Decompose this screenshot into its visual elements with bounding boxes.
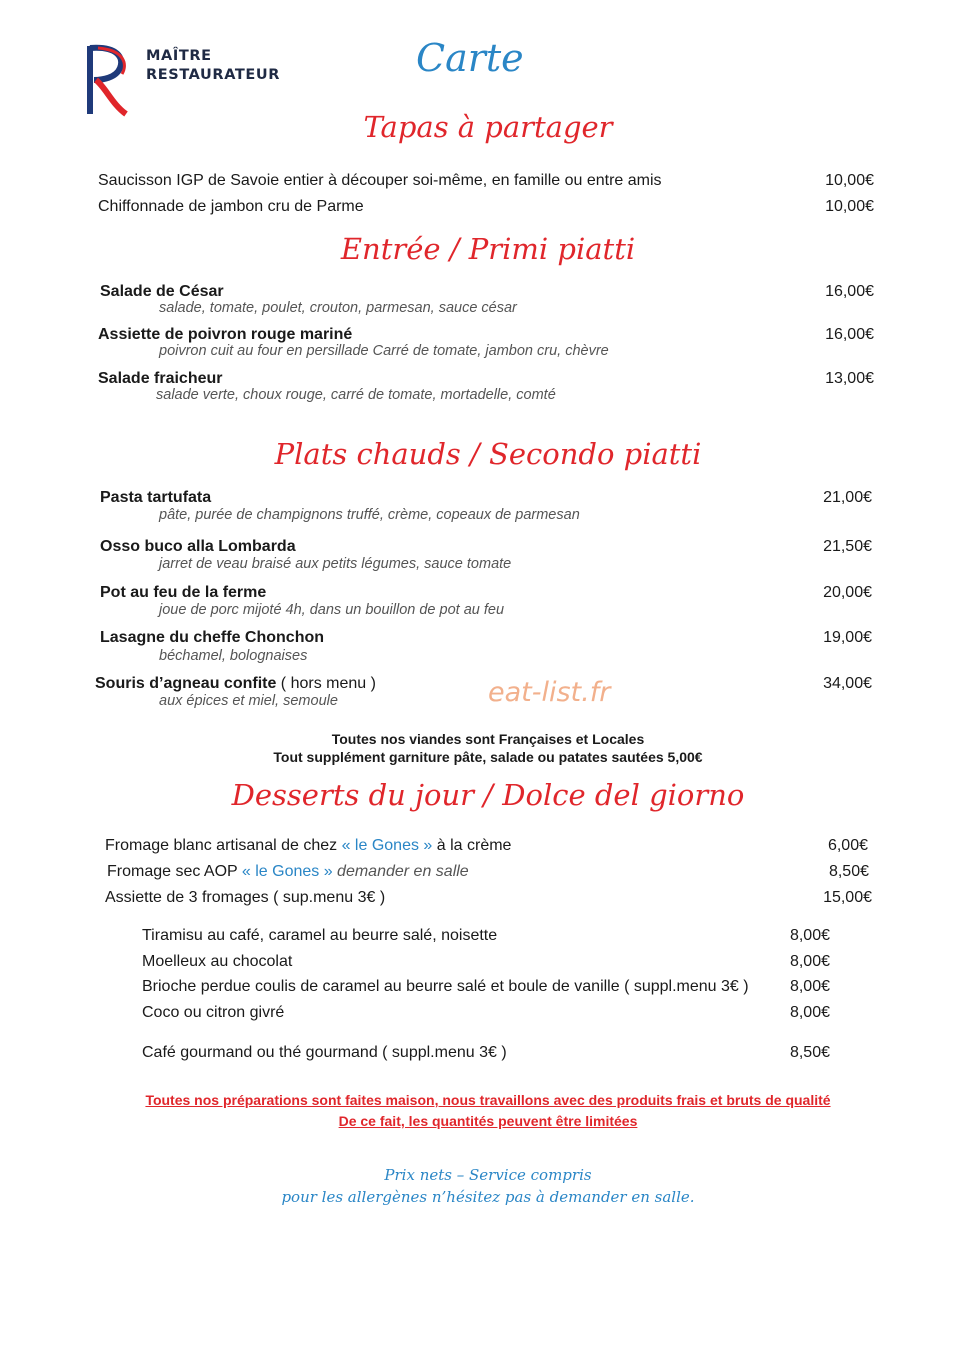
fromage-text-end: à la crème — [432, 837, 512, 854]
plat-item-price: 21,00€ — [823, 489, 872, 506]
tapas-item-name: Saucisson IGP de Savoie entier à découper soi-même, en famille ou entre amis — [98, 172, 662, 189]
plat-item-row — [95, 675, 376, 693]
plat-item-desc: joue de porc mijoté 4h, dans un bouillon de pot au feu — [159, 602, 505, 618]
warning-line1: Toutes nos préparations sont faites maison, nous travaillons avec des produits frais et bruts de qualité — [145, 1092, 831, 1108]
logo-line2: RESTAURATEUR — [146, 67, 281, 83]
dessert-item-price: 8,00€ — [789, 1004, 830, 1021]
fromage-text-end: demander en salle — [332, 863, 469, 880]
plat-item-desc: pâte, purée de champignons truffé, crème, copeaux de parmesan — [159, 507, 580, 523]
footer-allergenes: pour les allergènes n’hésitez pas à demander en salle. — [281, 1188, 695, 1206]
section-title-plats: Plats chauds / Secondo piatti — [274, 437, 702, 471]
fromage-item — [105, 837, 511, 855]
tapas-item-price: 10,00€ — [825, 198, 874, 215]
dessert-item-name: Brioche perdue coulis de caramel au beurre salé et boule de vanille ( suppl.menu 3€ ) — [142, 978, 749, 995]
mr-logo-icon — [84, 44, 134, 120]
warning-line2: De ce fait, les quantités peuvent être limitées — [338, 1113, 638, 1129]
entree-item-desc: salade verte, choux rouge, carré de tomate, mortadelle, comté — [156, 387, 556, 403]
plat-item-price: 20,00€ — [823, 584, 872, 601]
entree-item-price: 16,00€ — [825, 283, 874, 300]
plat-item-name: Souris d’agneau confite — [95, 675, 277, 692]
fromage-supplier: « le Gones » — [241, 863, 333, 880]
watermark: eat-list.fr — [488, 677, 611, 708]
plat-item-desc: jarret de veau braisé aux petits légumes, sauce tomate — [159, 556, 512, 572]
dessert-item-price: 8,50€ — [789, 1044, 830, 1061]
plat-item-name: Osso buco alla Lombarda — [100, 538, 296, 555]
note-supplement: Tout supplément garniture pâte, salade ou patates sautées 5,00€ — [273, 749, 703, 765]
plat-item-name: Pasta tartufata — [100, 489, 212, 506]
footer-prix-nets: Prix nets – Service compris — [384, 1166, 592, 1184]
fromage-price: 8,50€ — [828, 863, 869, 880]
plat-item-desc: béchamel, bolognaises — [159, 648, 308, 664]
plat-item-price: 21,50€ — [823, 538, 872, 555]
entree-item-name: Salade de César — [100, 283, 224, 300]
dessert-item-price: 8,00€ — [789, 927, 830, 944]
fromage-price: 6,00€ — [827, 837, 868, 854]
dessert-item-name: Moelleux au chocolat — [142, 953, 293, 970]
tapas-item-name: Chiffonnade de jambon cru de Parme — [98, 198, 364, 215]
fromage-text: Fromage blanc artisanal de chez — [105, 837, 342, 854]
plat-item-name: Pot au feu de la ferme — [100, 584, 267, 601]
tapas-item-price: 10,00€ — [825, 172, 874, 189]
plat-item-desc: aux épices et miel, semoule — [159, 693, 338, 709]
entree-item-price: 13,00€ — [825, 370, 874, 387]
dessert-item-price: 8,00€ — [789, 978, 830, 995]
fromage-item — [107, 863, 469, 881]
dessert-item-name: Coco ou citron givré — [142, 1004, 285, 1021]
entree-item-desc: poivron cuit au four en persillade Carré de tomate, jambon cru, chèvre — [159, 343, 609, 359]
entree-item-name: Salade fraicheur — [98, 370, 223, 387]
maitre-restaurateur-logo — [84, 44, 281, 120]
page-title: Carte — [416, 36, 524, 80]
logo-text — [146, 47, 280, 85]
section-title-tapas: Tapas à partager — [363, 110, 613, 144]
fromage-text: Fromage sec AOP — [107, 863, 242, 880]
dessert-item-name: Café gourmand ou thé gourmand ( suppl.menu 3€ ) — [142, 1044, 507, 1061]
entree-item-price: 16,00€ — [825, 326, 874, 343]
plat-item-price: 34,00€ — [823, 675, 872, 692]
section-title-desserts: Desserts du jour / Dolce del giorno — [231, 778, 745, 812]
plat-item-suffix: ( hors menu ) — [276, 675, 376, 692]
section-title-entree: Entrée / Primi piatti — [340, 232, 636, 266]
fromage-item: Assiette de 3 fromages ( sup.menu 3€ ) — [105, 889, 386, 906]
dessert-item-name: Tiramisu au café, caramel au beurre salé, noisette — [142, 927, 498, 944]
note-viandes: Toutes nos viandes sont Françaises et Locales — [331, 731, 645, 747]
entree-item-desc: salade, tomate, poulet, crouton, parmesan, sauce césar — [159, 300, 517, 316]
plat-item-price: 19,00€ — [823, 629, 872, 646]
entree-item-name: Assiette de poivron rouge mariné — [98, 326, 353, 343]
fromage-supplier: « le Gones » — [341, 837, 433, 854]
plat-item-name: Lasagne du cheffe Chonchon — [100, 629, 325, 646]
dessert-item-price: 8,00€ — [789, 953, 830, 970]
fromage-price: 15,00€ — [823, 889, 872, 906]
logo-line1: MAÎTRE — [146, 48, 212, 64]
